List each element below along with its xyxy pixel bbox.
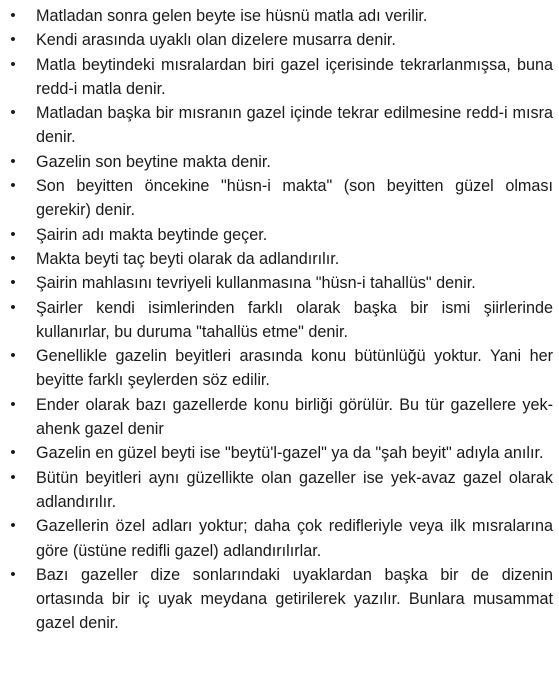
- list-item: [4, 441, 553, 465]
- bullet-icon: •: [10, 177, 16, 195]
- list-item-text: Makta beyti taç beyti olarak da adlandırılır.: [36, 249, 340, 268]
- list-item: [4, 53, 553, 102]
- bullet-icon: •: [10, 225, 16, 243]
- list-item-text: Şairler kendi isimlerinden farklı olarak başka bir ismi şiirlerinde kullanırlar, bu duruma "tahallüs etme" denir.: [36, 298, 553, 341]
- list-item: [4, 344, 553, 393]
- bullet-icon: •: [10, 249, 16, 267]
- list-item-text: Matla beytindeki mısralardan biri gazel içerisinde tekrarlanmışsa, buna redd-i matla denir.: [36, 55, 553, 98]
- list-item-text: Şairin adı makta beytinde geçer.: [36, 225, 268, 244]
- list-item: [4, 514, 553, 563]
- bullet-icon: •: [10, 104, 16, 122]
- list-item-text: Gazelin son beytine makta denir.: [36, 152, 271, 171]
- bullet-icon: •: [10, 565, 16, 583]
- bullet-icon: •: [10, 444, 16, 462]
- bullet-icon: •: [10, 468, 16, 486]
- list-item: [4, 223, 553, 247]
- list-item: [4, 174, 553, 223]
- list-item: [4, 393, 553, 442]
- list-item: [4, 296, 553, 345]
- list-item: [4, 247, 553, 271]
- list-item-text: Son beyitten öncekine "hüsn-i makta" (son beyitten güzel olması gerekir) denir.: [36, 177, 553, 220]
- bullet-icon: •: [10, 298, 16, 316]
- list-item: [4, 4, 553, 28]
- bullet-icon: •: [10, 55, 16, 73]
- bullet-icon: •: [10, 395, 16, 413]
- bullet-icon: •: [10, 31, 16, 49]
- list-item-text: Kendi arasında uyaklı olan dizelere musarra denir.: [36, 31, 396, 50]
- list-item: [4, 28, 553, 52]
- list-item: [4, 271, 553, 295]
- list-item-text: Matladan sonra gelen beyte ise hüsnü matla adı verilir.: [36, 7, 428, 25]
- list-item-text: Matladan başka bir mısranın gazel içinde tekrar edilmesine redd-i mısra denir.: [36, 104, 553, 147]
- list-item-text: Gazelin en güzel beyti ise "beytü'l-gazel" ya da "şah beyit" adıyla anılır.: [36, 444, 544, 463]
- list-item-text: Bütün beyitleri aynı güzellikte olan gazeller ise yek-avaz gazel olarak adlandırılır.: [36, 468, 553, 511]
- list-item-text: Genellikle gazelin beyitleri arasında konu bütünlüğü yoktur. Yani her beyitte farklı şeylerden söz edilir.: [36, 347, 553, 390]
- list-item-text: Şairin mahlasını tevriyeli kullanmasına "hüsn-i tahallüs" denir.: [36, 274, 476, 293]
- list-item: [4, 101, 553, 150]
- bullet-icon: •: [10, 347, 16, 365]
- list-item-text: Bazı gazeller dize sonlarındaki uyaklardan başka bir de dizenin ortasında bir iç uyak meydana getirilerek yazılır. Bunlara musammat gazel denir.: [36, 565, 553, 633]
- bullet-icon: •: [10, 274, 16, 292]
- list-item-text: Gazellerin özel adları yoktur; daha çok redifleriyle veya ilk mısralarına göre (üstüne redifli gazel) adlandırılırlar.: [36, 517, 553, 560]
- bullet-icon: •: [10, 517, 16, 535]
- list-item: [4, 150, 553, 174]
- list-item: [4, 466, 553, 515]
- list-item: [4, 563, 553, 636]
- list-item-text: Ender olarak bazı gazellerde konu birliği görülür. Bu tür gazellere yek-ahenk gazel denir: [36, 395, 553, 439]
- bullet-icon: •: [10, 7, 16, 24]
- bullet-icon: •: [10, 152, 16, 170]
- bullet-list: [4, 4, 553, 636]
